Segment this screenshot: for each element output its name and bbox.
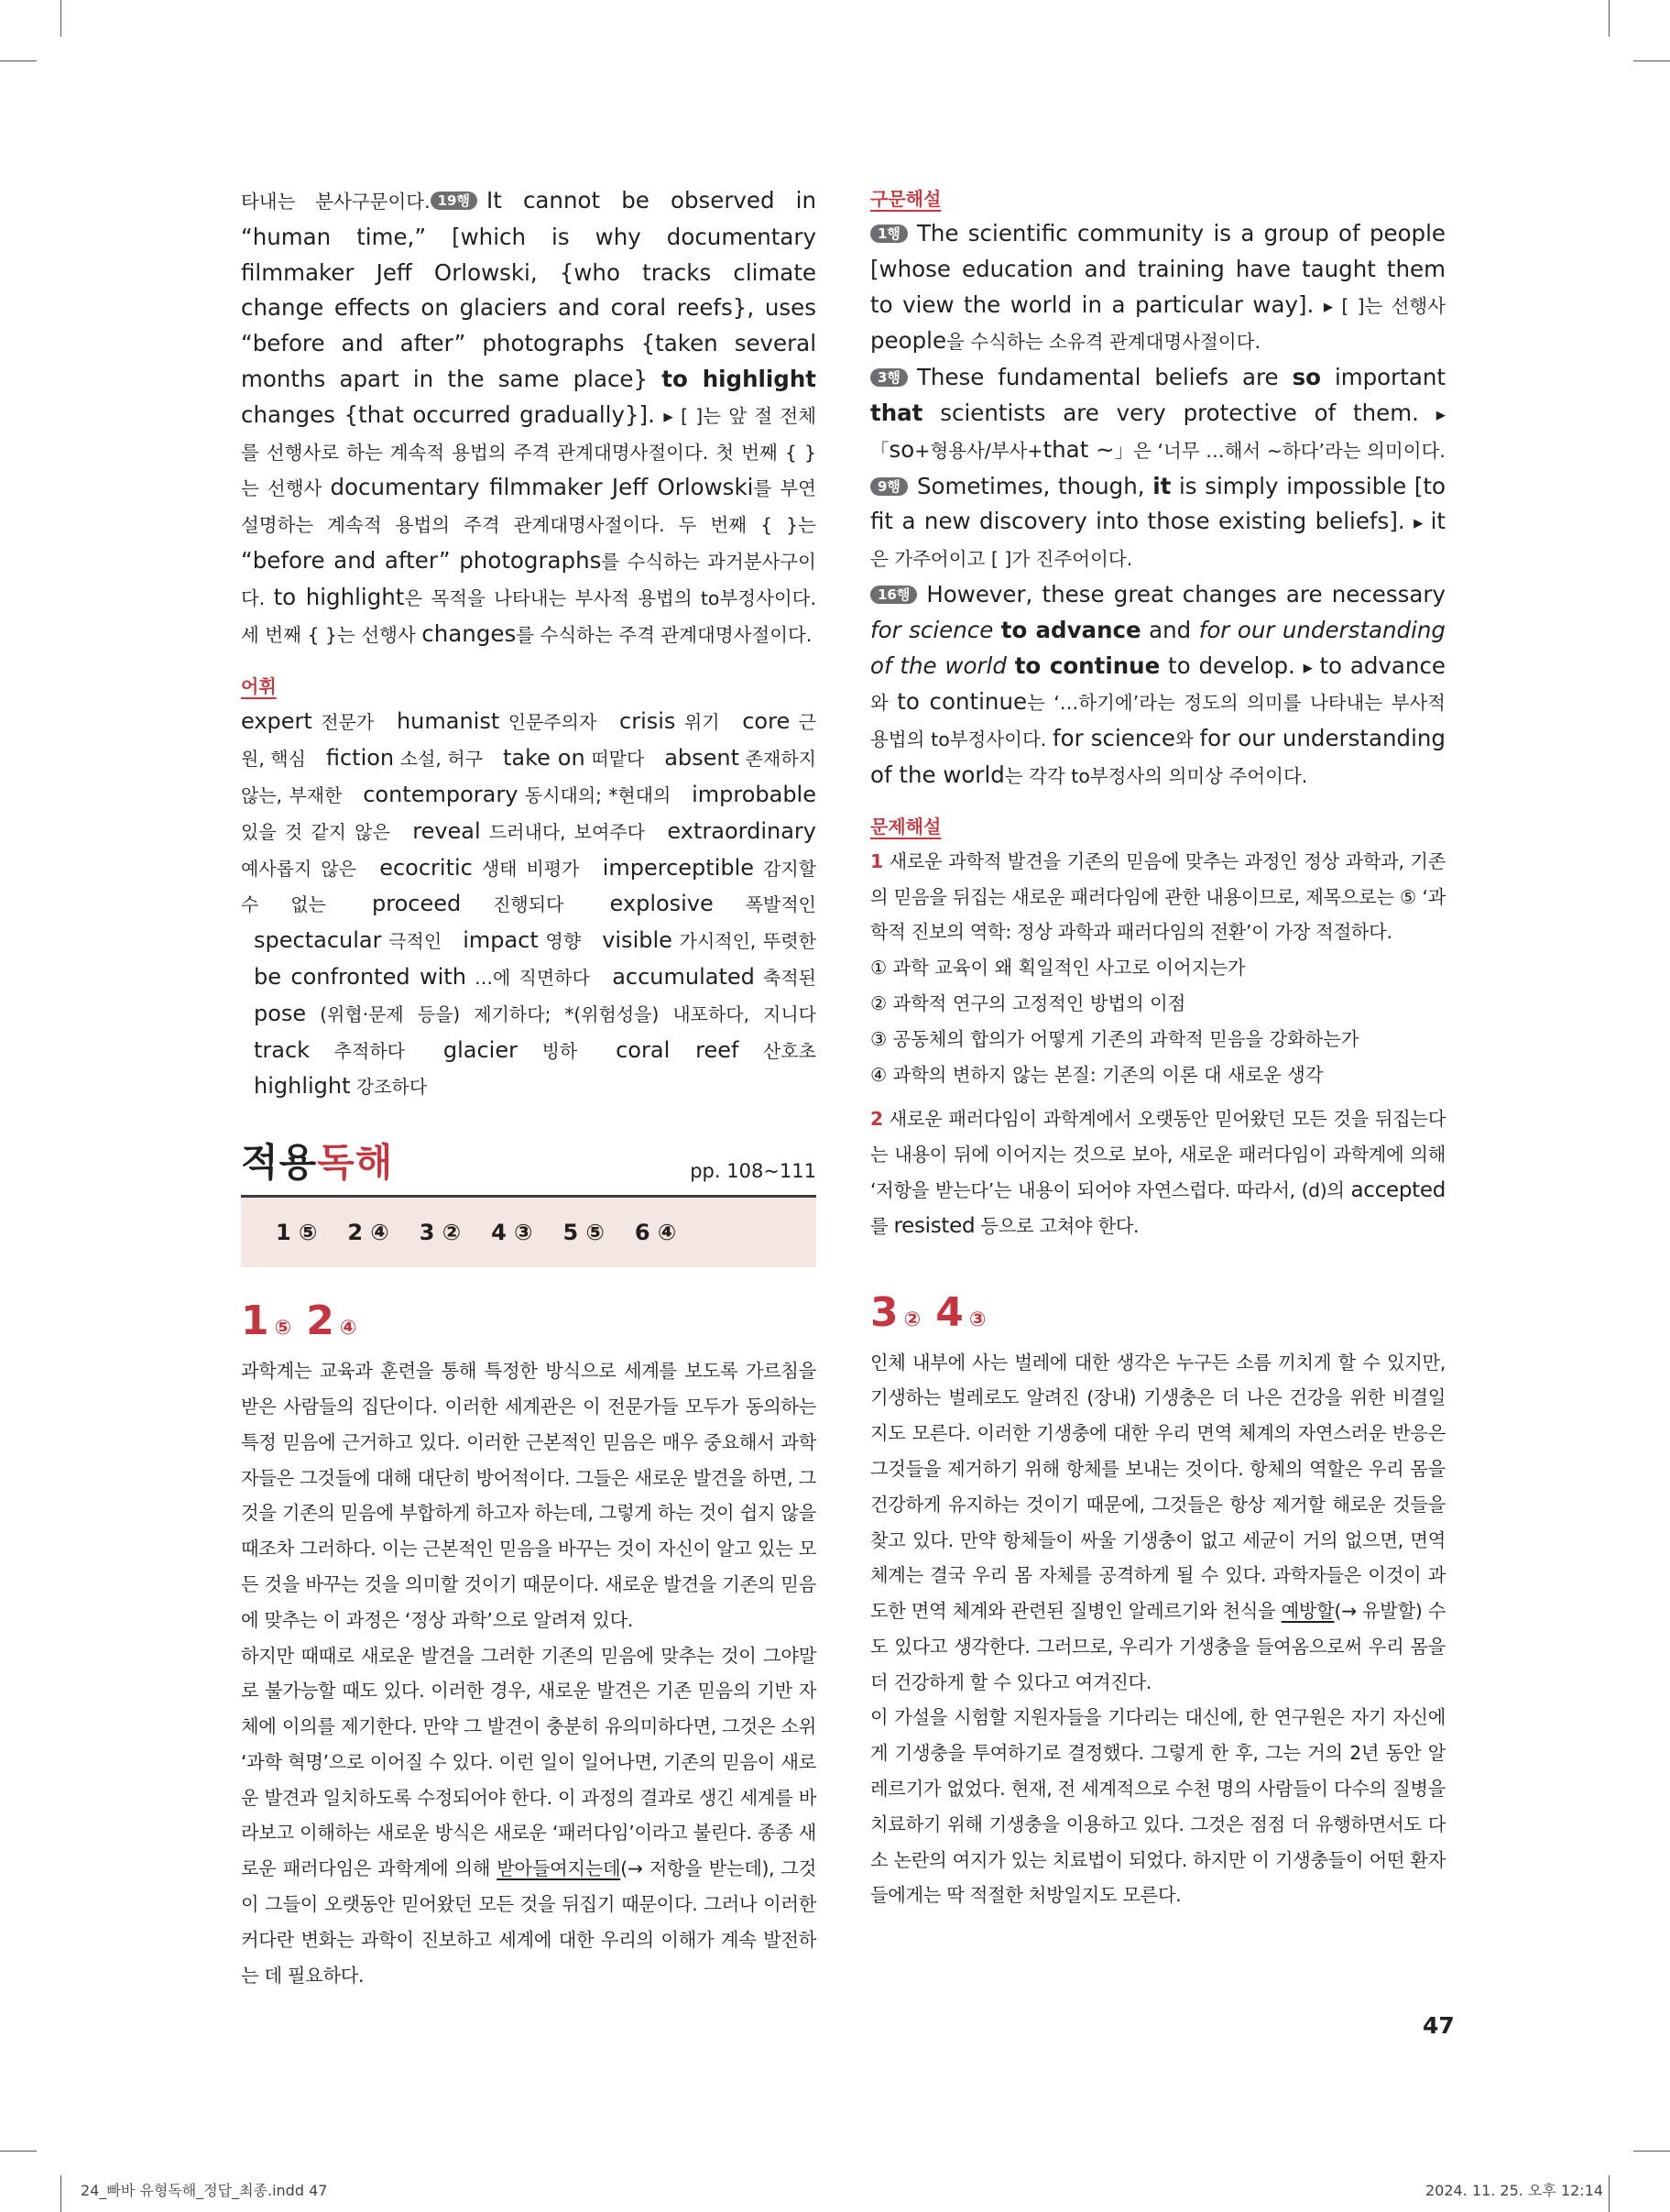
vocab-meaning: 존재하지 않는, 부재한 (241, 748, 816, 806)
vocab-item (372, 891, 563, 916)
text-run: These fundamental beliefs are (916, 364, 1293, 391)
right-column (870, 183, 1446, 1913)
vocab-word: contemporary (363, 781, 518, 807)
translation-paragraph: 이 가설을 시험할 지원자들을 기다리는 대신에, 한 연구원은 자기 자신에게 기생충을 투여하기로 결정했다. 그렇게 한 후, 그는 거의 2년 동안 알레르기가 없었다. 현재, 전 세계적으로 수천 명의 사람들이 다수의 질병을 치료하기 위해 기생충을 이용하고 있다. 그것은 점점 더 유행하면서도 다소 논란의 여지가 있는 치료법이 되었다. 하지만 이 기생충들이 어떤 환자들에게는 딱 적절한 처방일지도 모른다. (870, 1706, 1446, 1907)
vocab-item (254, 1037, 405, 1063)
vocab-meaning: 위기 (675, 711, 720, 734)
problem-heading: 문제해설 (870, 815, 942, 838)
problem-2: 2 새로운 패러다임이 과학계에서 오랫동안 믿어왔던 모든 것을 뒤집는다는 내용이 뒤에 이어지는 것으로 보아, 새로운 패러다임이 과학계에 의해 ‘저항을 받는다’는 내용이 되어야 자연스럽다. 따라서, (d)의 accepted를 resisted 등으로 고쳐야 한다. (870, 1108, 1446, 1238)
vocab-item (254, 1073, 427, 1099)
text-run: to continue (1014, 652, 1161, 679)
vocab-item (612, 964, 816, 990)
vocab-heading: 어휘 (241, 675, 277, 698)
vocab-item (241, 708, 374, 734)
section-title: 적용독해 (241, 1140, 394, 1186)
answer-option: ③ 공동체의 합의가 어떻게 기존의 과학적 믿음을 강화하는가 (870, 1027, 1359, 1050)
vocab-word: expert (241, 708, 312, 735)
translation (870, 1345, 1446, 1914)
vocab-item (363, 782, 671, 807)
answer-item: 5 ⑤ (562, 1220, 605, 1246)
text-run: to highlight (273, 583, 405, 610)
text-run: is simply impossible [to fit a new discovery into those existing beliefs]. (870, 472, 1446, 535)
text-run: 를 수식하는 과거분사구이다. (241, 550, 816, 609)
crop-mark (60, 2175, 61, 2212)
vocab-item (254, 927, 442, 953)
answer-item: 2 ④ (347, 1220, 389, 1246)
vocab-item (619, 708, 719, 734)
line-badge: 3행 (870, 368, 908, 387)
crop-mark (60, 0, 61, 37)
text-run: ▸ [ ]는 앞 절 전체를 선행사로 하는 계속적 용법의 주격 관계대명사절이다. 첫 번째 { }는 선행사 (241, 404, 816, 500)
syntax-block (870, 216, 1446, 794)
vocab-item (326, 745, 483, 771)
translation-paragraph: 과학계는 교육과 훈련을 통해 특정한 방식으로 세계를 보도록 가르침을 받은 사람들의 집단이다. 이러한 세계관은 이 전문가들 모두가 동의하는 특정 믿음에 근거하고 있다. 이러한 근본적인 믿음은 매우 중요해서 과학자들은 그것들에 대해 대단히 방어적이다. 그들은 새로운 발견을 하면, 그것을 기존의 믿음에 부합하게 하고자 하는데, 그렇게 하는 것이 쉽지 않을 때조차 그러하다. 이는 근본적인 믿음을 바꾸는 것이 자신이 알고 있는 모든 것을 바꾸는 것을 의미할 것이기 때문이다. 새로운 발견을 기존의 믿음에 맞추는 이 과정은 ‘정상 과학’으로 알려져 있다. (241, 1360, 816, 1631)
answer-item: 4 ③ (491, 1220, 533, 1246)
problem-1: 1 새로운 과학적 발견을 기존의 믿음에 맞추는 과정인 정상 과학과, 기존의 믿음을 뒤집는 새로운 패러다임에 관한 내용이므로, 제목으로는 ⑤ ‘과학적 진보의 역학: 정상 과학과 패러다임의 전환’이 가장 적절하다. (870, 849, 1446, 944)
text-run: so (1292, 364, 1321, 391)
vocab-meaning: 가시적인, 뚜렷한 (671, 930, 816, 953)
text-run: people (870, 327, 947, 355)
vocab-meaning: 생태 비평가 (472, 857, 580, 880)
vocab-word: impact (463, 927, 539, 954)
text-run: “before and after” photographs (241, 546, 602, 574)
text-run: However, these great changes are necessary (926, 580, 1446, 608)
vocab-meaning: 폭발적인 (713, 893, 816, 916)
vocab-word: fiction (325, 745, 395, 772)
translation-paragraph: 하지만 때때로 새로운 발견을 그러한 기존의 믿음에 맞추는 것이 그야말로 불가능할 때도 있다. 이러한 경우, 새로운 발견은 기존 믿음의 기반 자체에 이의를 제기한다. 만약 그 발견이 충분히 유의미하다면, 그것은 소위 ‘과학 혁명’으로 이어질 수 있다. 이런 일이 일어나면, 기존의 믿음이 새로운 발견과 일치하도록 수정되어야 한다. 이 과정의 결과로 생긴 세계를 바라보고 이해하는 새로운 방식은 새로운 ‘패러다임’이라고 불린다. 종종 새로운 패러다임은 과학계에 의해 받아들여지는데(→ 저항을 받는데), 그것이 그들이 오랫동안 믿어왔던 모든 것을 뒤집기 때문이다. 그러나 이러한 커다란 변화는 과학이 진보하고 세계에 대한 우리의 이해가 계속 발전하는 데 필요하다. (241, 1644, 817, 1987)
text-run: 와 (870, 692, 898, 715)
translation-paragraph: 인체 내부에 사는 벌레에 대한 생각은 누구든 소름 끼치게 할 수 있지만, 기생하는 벌레로도 알려진 (장내) 기생충은 더 나은 건강을 위한 비결일지도 모른다. 이러한 기생충에 대한 우리 면역 체계의 자연스러운 반응은 그것들을 제거하기 위해 항체를 보내는 것이다. 항체의 역할은 우리 몸을 건강하게 유지하는 것이기 때문에, 그것들은 항상 제거할 해로운 것들을 찾고 있다. 만약 항체들이 싸울 기생충이 없고 세균이 거의 없으면, 면역 체계는 결국 우리 몸 자체를 공격하게 될 수 있다. 과학자들은 이것이 과도한 면역 체계와 관련된 질병인 알레르기와 천식을 예방할(→ 유발할) 수도 있다고 생각한다. 그러므로, 우리가 기생충을 들여옴으로써 우리 몸을 더 건강하게 할 수 있다고 여겨진다. (870, 1351, 1446, 1693)
vocab-word: coral reef (616, 1036, 739, 1063)
question-heading: 1 ⑤ 2 ④ (241, 1298, 357, 1345)
vocab-meaning: 있을 것 같지 않은 (241, 820, 390, 843)
text-run: ▸ (1303, 655, 1320, 678)
vocab-word: humanist (396, 708, 500, 735)
problem-1-options (870, 950, 1446, 1092)
explanation-block (241, 183, 816, 652)
answer-item: 1 ⑤ (276, 1220, 318, 1246)
vocab-item (503, 745, 644, 771)
crop-mark (1633, 60, 1670, 61)
text-run: that (870, 399, 923, 426)
text-run: for our understanding of the world (870, 725, 1446, 788)
text-run: changes {that occurred gradually}]. (241, 400, 664, 428)
vocab-word: take on (502, 745, 585, 772)
vocab-meaning: 인문주의자 (499, 711, 597, 734)
text-run: it (1152, 472, 1172, 499)
vocab-meaning: 빙하 (517, 1039, 578, 1062)
line-badge: 9행 (870, 477, 908, 496)
text-run: changes (421, 619, 517, 647)
vocab-word: extraordinary (667, 817, 816, 844)
text-run: to advance (1000, 616, 1141, 643)
text-run: ▸ (1413, 511, 1431, 534)
text-run: 를 부연 설명하는 계속적 용법의 주격 관계대명사절이다. 두 번째 { }는 (241, 477, 816, 537)
text-run: to highlight (661, 365, 816, 392)
text-run: The scientific community is a group of people [whose education and training have taught them to view the world in a particular way]. (870, 220, 1446, 318)
answer-option: ① 과학 교육이 왜 획일적인 사고로 이어지는가 (870, 957, 1246, 980)
vocab-item (610, 891, 816, 916)
crop-mark (0, 60, 37, 61)
text-run: Sometimes, though, (916, 472, 1153, 499)
text-run: to advance (1319, 652, 1446, 679)
text-run: to continue (897, 688, 1028, 716)
text-run: 을 수식하는 소유격 관계대명사절이다. (946, 331, 1261, 354)
vocab-meaning: 동시대의; *현대의 (518, 783, 671, 806)
vocab-word: glacier (442, 1036, 518, 1063)
vocab-meaning: 소설, 허구 (394, 748, 484, 771)
vocab-item (254, 1001, 816, 1026)
vocab-meaning: 떠맡다 (584, 748, 645, 771)
vocab-word: spectacular (254, 927, 382, 954)
answer-option: ② 과학적 연구의 고정적인 방법의 이점 (870, 991, 1186, 1014)
vocab-item (412, 818, 645, 844)
vocab-word: explosive (609, 891, 714, 917)
vocab-item (443, 1037, 577, 1063)
vocab-word: highlight (254, 1073, 351, 1100)
vocab-item (254, 964, 590, 990)
syntax-heading: 구문해설 (870, 188, 942, 210)
text-run: 은 가주어이고 [ ]가 진주어이다. (870, 548, 1133, 571)
vocab-meaning: 축적된 (754, 966, 816, 989)
vocab-word: reveal (412, 817, 481, 844)
crop-mark (1609, 2175, 1610, 2212)
translation (241, 1353, 816, 1993)
answer-option: ④ 과학의 변하지 않는 본질: 기존의 이론 대 새로운 생각 (870, 1063, 1324, 1086)
text-run: It cannot be observed in “human time,” [which is why documentary filmmaker Jeff Orlowski, {who tracks climate change effects on glaciers and coral reefs}, uses “before and after” photographs {taken several months apart in the same place} (241, 187, 817, 392)
left-column (241, 183, 816, 1993)
vocab-meaning: 산호초 (738, 1039, 817, 1062)
vocab-item (463, 927, 581, 953)
vocab-word: be confronted with (254, 963, 466, 990)
text-run: 와 (1174, 728, 1200, 751)
vocab-item (379, 855, 579, 881)
crop-mark (0, 2151, 37, 2152)
text-run (1007, 652, 1015, 679)
vocab-meaning: 극적인 (381, 930, 442, 953)
text-run: documentary filmmaker Jeff Orlowski (330, 474, 754, 501)
line-badge: 16행 (870, 586, 917, 604)
vocab-meaning: 근원, 핵심 (241, 711, 816, 771)
crop-mark (1633, 2151, 1670, 2152)
vocab-word: ecocritic (379, 854, 473, 881)
page-number: 47 (1423, 2012, 1455, 2039)
slug-timestamp: 2024. 11. 25. 오후 12:14 (1425, 2182, 1604, 2199)
section-pages: pp. 108~111 (690, 1160, 816, 1183)
vocab-word: absent (664, 745, 740, 772)
question-heading: 3 ② 4 ③ (870, 1288, 987, 1336)
vocab-meaning: 추적하다 (310, 1039, 405, 1062)
vocab-list (241, 704, 816, 1105)
text-run: 은 목적을 나타내는 부사적 용법의 to부정사이다. 세 번째 { }는 선행사 (241, 586, 816, 646)
text-run: ▸ 「 (870, 402, 1446, 462)
vocab-word: improbable (692, 781, 816, 807)
vocab-item (602, 927, 816, 953)
vocab-word: core (742, 708, 791, 735)
answer-item: 6 ④ (634, 1220, 677, 1246)
text-run: 를 수식하는 주격 관계대명사절이다. (516, 623, 813, 646)
text-run: important (1321, 364, 1446, 391)
text-run: for science (870, 616, 994, 643)
text-run: 는 각각 to부정사의 의미상 주어이다. (1004, 764, 1308, 787)
vocab-word: visible (602, 927, 672, 954)
line-badge: 19행 (431, 192, 477, 210)
vocab-word: accumulated (612, 963, 755, 990)
line-badge: 1행 (870, 224, 908, 243)
answer-item: 3 ② (419, 1220, 462, 1246)
text-run: +형용사/부사+ (914, 439, 1043, 462)
text-run: for our understanding of the world (870, 616, 1446, 679)
vocab-meaning: (위협·문제 등을) 제기하다; *(위험성을) 내포하다, 지니다 (306, 1002, 816, 1025)
vocab-word: proceed (372, 891, 462, 917)
vocab-word: track (254, 1036, 311, 1063)
text-run: it (1430, 508, 1446, 535)
text-run: to develop. (1160, 652, 1304, 679)
text-run: 는 ‘…하기에’라는 정도의 의미를 나타내는 부사적 용법의 to부정사이다. (870, 692, 1446, 751)
vocab-meaning: 전문가 (311, 711, 375, 734)
text-run: for science (1053, 725, 1175, 752)
text-run: 」은 ‘너무 …해서 ~하다’라는 의미이다. (1114, 439, 1446, 462)
vocab-word: imperceptible (602, 854, 755, 881)
text-run: that ~ (1042, 435, 1115, 463)
vocab-meaning: 강조하다 (350, 1076, 428, 1099)
text-run: ▸ [ ]는 선행사 (1323, 294, 1446, 317)
crop-mark (1609, 0, 1610, 37)
text-run: 타내는 분사구문이다. (241, 191, 431, 213)
slug-filename: 24_빠바 유형독해_정답_최종.indd 47 (81, 2182, 328, 2199)
vocab-item (616, 1037, 816, 1063)
vocab-meaning: 드러내다, 보여주다 (480, 820, 645, 843)
vocab-meaning: …에 직면하다 (465, 966, 590, 989)
vocab-meaning: 예사롭지 않은 (241, 857, 356, 880)
answer-key-box (241, 1195, 816, 1267)
text-run (993, 617, 1000, 643)
vocab-word: crisis (619, 708, 676, 735)
vocab-meaning: 진행되다 (461, 893, 564, 916)
vocab-word: pose (254, 1000, 307, 1026)
text-run: scientists are very protective of them. (922, 399, 1436, 426)
section-header (241, 1136, 816, 1189)
vocab-meaning: 영향 (538, 930, 582, 953)
text-run: and (1141, 616, 1199, 643)
vocab-item (397, 708, 596, 734)
vocab-meaning: 감지할 수 없는 (241, 857, 816, 916)
text-run: so (889, 435, 915, 463)
